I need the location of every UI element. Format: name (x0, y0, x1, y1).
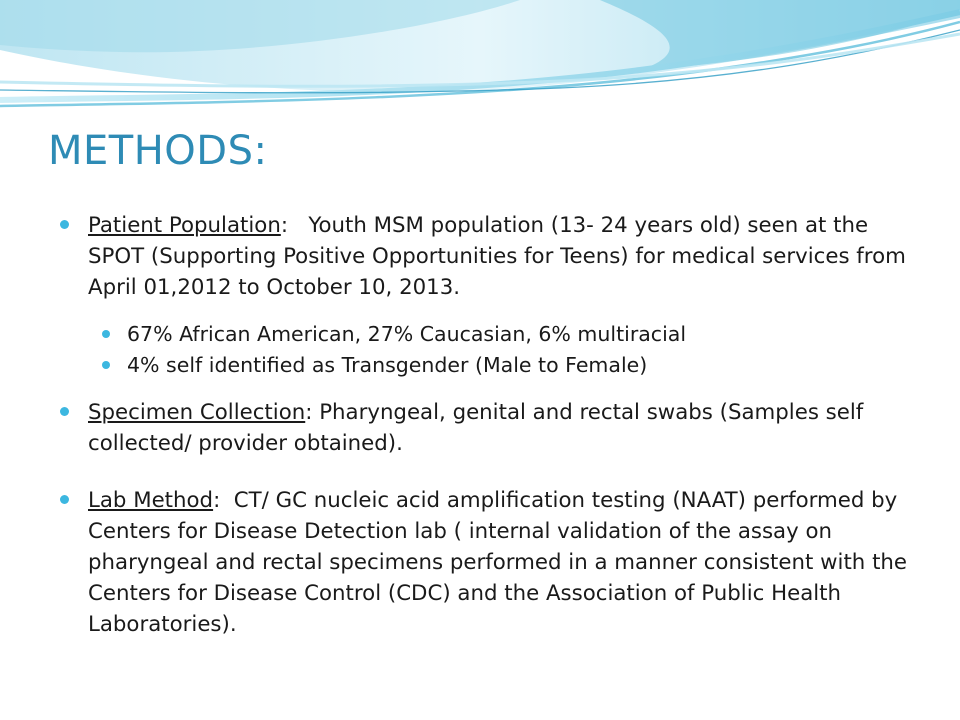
patient-population-label: Patient Population (88, 213, 281, 238)
sub-bullet-demographics-race: 67% African American, 27% Caucasian, 6% multiracial (60, 319, 930, 350)
lab-method-label: Lab Method (88, 488, 214, 513)
patient-population-text: Youth MSM population (13- 24 years old) seen at the SPOT (Supporting Positive Opportunities for Teens) for medical services from April 01,2012 to October 10, 2013. (88, 213, 906, 300)
specimen-collection-label: Specimen Collection (88, 400, 306, 425)
specimen-collection-text: Pharyngeal, genital and rectal swabs (Samples self collected/ provider obtained). (88, 400, 864, 456)
slide-title: METHODS: (48, 128, 268, 174)
lab-method-separator: : (213, 488, 234, 513)
patient-population-separator: : (280, 213, 309, 238)
bullet-lab-method (60, 485, 930, 640)
sub-bullet-demographics-transgender: 4% self identified as Transgender (Male to Female) (60, 350, 930, 381)
specimen-collection-separator: : (305, 400, 320, 425)
bullet-patient-population (60, 210, 930, 303)
lab-method-text: CT/ GC nucleic acid amplification testing (NAAT) performed by Centers for Disease Detection lab ( internal validation of the assay on pharyngeal and rectal specimens performed in a manner consistent with the Centers for Disease Control (CDC) and the Association of Public Health Laboratories). (88, 488, 908, 637)
header-wave-decoration (0, 0, 960, 120)
bullet-specimen-collection (60, 397, 930, 459)
methods-bullet-list (60, 210, 930, 640)
